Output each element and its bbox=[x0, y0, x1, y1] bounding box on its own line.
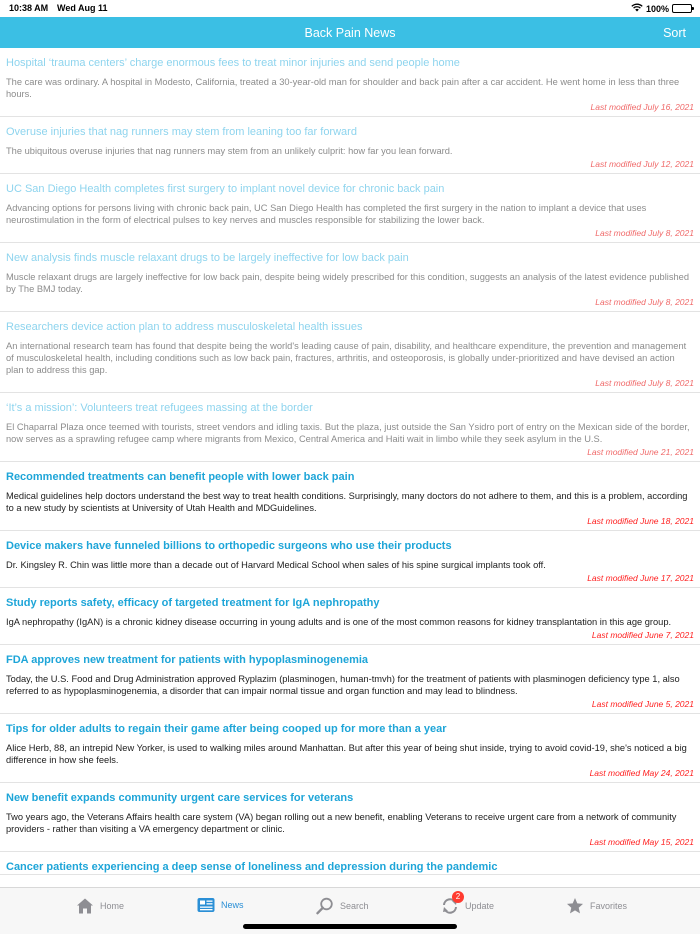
status-indicators bbox=[631, 3, 692, 14]
navigation-bar bbox=[0, 17, 700, 48]
article-date: Last modified July 12, 2021 bbox=[590, 159, 694, 169]
article-date: Last modified May 24, 2021 bbox=[589, 768, 694, 778]
article-summary: An international research team has found that despite being the world's leading cause of pain, disability, and healthcare expenditure, the prevention and management of musculoskeletal health, including conditions such as low back pain, fractures, arthritis, and osteoporosis, is globally under-prioritized and have devised an action plan to address this gap. bbox=[6, 341, 687, 375]
tab-news-label: News bbox=[221, 900, 244, 910]
article-summary: The care was ordinary. A hospital in Modesto, California, treated a 30-year-old man for shoulder and back pain after a car accident. He went home in less than three hours. bbox=[6, 77, 680, 99]
article-title: Overuse injuries that nag runners may stem from leaning too far forward bbox=[6, 126, 357, 138]
article-date: Last modified June 5, 2021 bbox=[591, 699, 694, 709]
article-row[interactable] bbox=[0, 531, 700, 588]
article-title: Cancer patients experiencing a deep sense of loneliness and depression during the pandemic bbox=[6, 861, 498, 873]
article-summary: The ubiquitous overuse injuries that nag runners may stem from an unlikely culprit: how far you lean forward. bbox=[6, 146, 453, 156]
article-summary: Alice Herb, 88, an intrepid New Yorker, is used to walking miles around Manhattan. But after this year of being shut inside, trying to avoid covid-19, she's noticed a big difference in how she feels. bbox=[6, 743, 687, 765]
article-row[interactable] bbox=[0, 783, 700, 852]
home-indicator bbox=[243, 924, 457, 929]
sort-button[interactable]: Sort bbox=[663, 26, 686, 40]
article-row[interactable] bbox=[0, 714, 700, 783]
status-time: 10:38 AM bbox=[9, 3, 49, 13]
tab-search-label: Search bbox=[340, 901, 369, 911]
status-bar bbox=[0, 0, 700, 17]
article-date: Last modified May 15, 2021 bbox=[589, 837, 694, 847]
article-row[interactable] bbox=[0, 243, 700, 312]
article-title: FDA approves new treatment for patients with hypoplasminogenemia bbox=[6, 654, 369, 666]
tab-search[interactable] bbox=[316, 897, 369, 915]
article-title: Tips for older adults to regain their game after being cooped up for more than a year bbox=[6, 723, 447, 735]
article-summary: El Chaparral Plaza once teemed with tourists, street vendors and idling taxis. But the plaza, just outside the San Ysidro port of entry on the Mexican side of the border, now serves as a sprawling refugee camp where migrants from Mexico, Central America and Haiti wait in limbo while they seek asylum in the U.S. bbox=[6, 422, 690, 444]
article-row[interactable] bbox=[0, 588, 700, 645]
article-title: Study reports safety, efficacy of targeted treatment for IgA nephropathy bbox=[6, 597, 380, 609]
article-title: Researchers device action plan to address musculoskeletal health issues bbox=[6, 321, 363, 333]
article-summary: Advancing options for persons living with chronic back pain, UC San Diego Health has completed the first surgery in the nation to implant a device that uses neurostimulation in the form of electrical pulses to key nerves and muscles responsible for stabilizing the lower back. bbox=[6, 203, 647, 225]
wifi-icon bbox=[631, 3, 643, 14]
article-title: Device makers have funneled billions to orthopedic surgeons who use their products bbox=[6, 540, 452, 552]
article-row[interactable] bbox=[0, 645, 700, 714]
article-summary: Today, the U.S. Food and Drug Administration approved Ryplazim (plasminogen, human-tmvh) for the treatment of patients with plasminogen deficiency type 1, also referred to as hypoplasminogenemia, a disorder that can impair normal tissue and organ function and may lead to blindness. bbox=[6, 674, 680, 696]
article-summary: IgA nephropathy (IgAN) is a chronic kidney disease occurring in young adults and is one of the most common reasons for kidney transplantation in this age group. bbox=[6, 617, 672, 627]
tab-update-label: Update bbox=[465, 901, 495, 911]
article-title: ‘It’s a mission’: Volunteers treat refugees massing at the border bbox=[6, 402, 313, 414]
tab-home-label: Home bbox=[100, 901, 125, 911]
house-icon bbox=[76, 897, 94, 915]
article-summary: Dr. Kingsley R. Chin was little more than a decade out of Harvard Medical School when sales of his spine surgical implants took off. bbox=[6, 560, 546, 570]
tab-news[interactable] bbox=[197, 897, 244, 913]
tab-favorites-label: Favorites bbox=[590, 901, 628, 911]
article-row[interactable] bbox=[0, 393, 700, 462]
tab-home[interactable] bbox=[76, 897, 124, 915]
article-date: Last modified June 17, 2021 bbox=[587, 573, 694, 583]
article-date: Last modified July 8, 2021 bbox=[595, 297, 694, 307]
article-title: Recommended treatments can benefit people with lower back pain bbox=[6, 471, 355, 483]
article-row[interactable] bbox=[0, 312, 700, 393]
tab-favorites[interactable] bbox=[566, 897, 627, 915]
status-date: Wed Aug 11 bbox=[57, 3, 108, 13]
article-title: UC San Diego Health completes first surgery to implant novel device for chronic back pain bbox=[6, 183, 445, 195]
tab-update[interactable] bbox=[441, 892, 495, 915]
article-title: Hospital ‘trauma centers’ charge enormous fees to treat minor injuries and send people home bbox=[6, 57, 460, 69]
article-row[interactable] bbox=[0, 852, 700, 875]
article-summary: Medical guidelines help doctors understand the best way to treat health conditions. Surprisingly, many doctors do not adhere to them, and this is a problem, according to a new study by scientists at University of Utah Health and MDGuidelines. bbox=[6, 491, 688, 513]
battery-percent: 100% bbox=[645, 3, 669, 14]
article-date: Last modified July 8, 2021 bbox=[595, 378, 694, 388]
magnifier-icon bbox=[316, 897, 334, 915]
update-badge: 2 bbox=[452, 891, 464, 903]
page-title: Back Pain News bbox=[304, 26, 396, 40]
article-summary: Muscle relaxant drugs are largely ineffective for low back pain, despite being widely prescribed for this condition, suggests an analysis of the latest evidence published by The BMJ today. bbox=[6, 272, 690, 294]
newspaper-icon bbox=[197, 897, 215, 913]
article-date: Last modified July 8, 2021 bbox=[595, 228, 694, 238]
star-icon bbox=[566, 897, 584, 915]
article-date: Last modified June 7, 2021 bbox=[591, 630, 694, 640]
article-title: New benefit expands community urgent care services for veterans bbox=[6, 792, 354, 804]
article-row[interactable] bbox=[0, 174, 700, 243]
article-date: Last modified June 21, 2021 bbox=[587, 447, 694, 457]
article-list[interactable] bbox=[0, 48, 700, 887]
article-row[interactable] bbox=[0, 462, 700, 531]
article-summary: Two years ago, the Veterans Affairs health care system (VA) began rolling out a new benefit, enabling Veterans to receive urgent care from a network of community providers - rather than visiting a VA emergency department or clinic. bbox=[6, 812, 677, 834]
article-title: New analysis finds muscle relaxant drugs to be largely ineffective for low back pain bbox=[6, 252, 409, 264]
article-row[interactable] bbox=[0, 48, 700, 117]
battery-icon bbox=[672, 4, 692, 13]
article-row[interactable] bbox=[0, 117, 700, 174]
article-date: Last modified July 16, 2021 bbox=[590, 102, 694, 112]
article-date: Last modified June 18, 2021 bbox=[587, 516, 694, 526]
refresh-icon bbox=[441, 892, 461, 915]
